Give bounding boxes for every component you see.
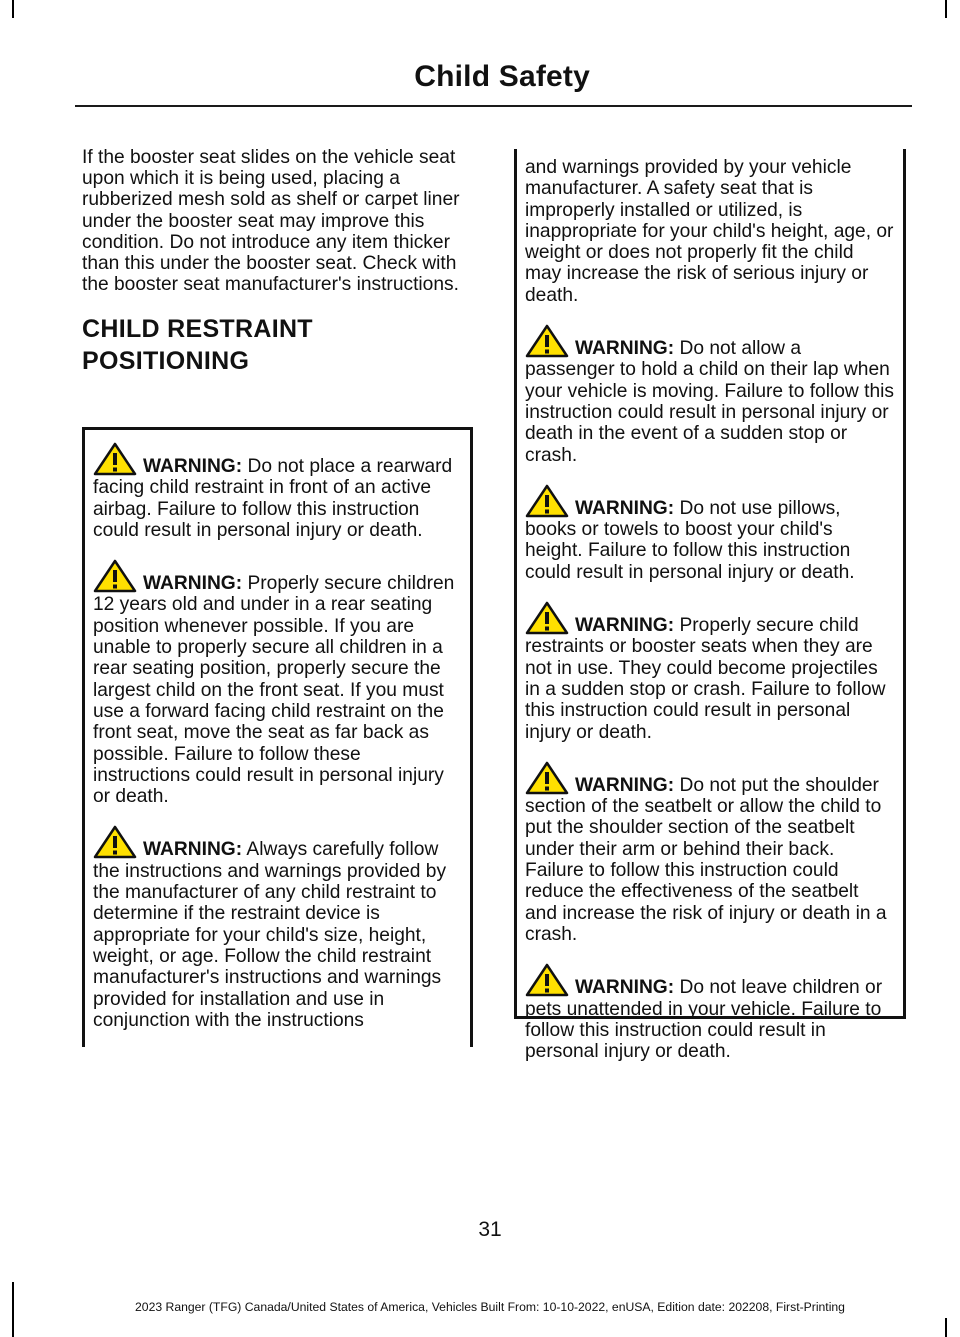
page-title: Child Safety <box>414 60 590 93</box>
header-divider <box>75 105 912 107</box>
warning-text: Always carefully follow the instructions and warnings provided by the manufacturer of any child restraint to determine if the restraint device is appropriate for your child's size, height, weight, or age. Follow the child restraint manufacturer's instructions and warnings provided for installation and use in conjunction with the instructions <box>93 839 447 1031</box>
warning-label: WARNING: <box>143 456 243 477</box>
warning-label: WARNING: <box>143 839 243 861</box>
warning-triangle-icon <box>93 442 137 476</box>
left-column <box>82 147 474 377</box>
warning-triangle-icon <box>525 601 569 635</box>
section-heading-line2: POSITIONING <box>82 347 250 376</box>
warning-item <box>525 761 895 945</box>
warning-item <box>525 601 895 743</box>
warning-item <box>525 963 895 1062</box>
warning-box-right <box>514 149 906 1063</box>
warning-label: WARNING: <box>575 774 675 796</box>
warning-label: WARNING: <box>575 977 675 999</box>
warning-continuation: and warnings provided by your vehicle manufacturer. A safety seat that is improperly installed or utilized, is inappropriate for your child's height, age, or weight or does not properly fit the child may increase the risk of serious injury or death. <box>525 157 894 306</box>
warning-triangle-icon <box>93 825 137 859</box>
warning-label: WARNING: <box>575 497 675 519</box>
warning-text: Do not put the shoulder section of the seatbelt or allow the child to put the shoulder section of the seatbelt under their arm or behind their back. Failure to follow this instruction could reduce the effectiveness of the seatbelt and increase the risk of injury or death in a crash. <box>525 774 887 945</box>
warning-triangle-icon <box>525 963 569 997</box>
warning-item <box>525 484 895 583</box>
warning-triangle-icon <box>525 324 569 358</box>
warning-text: Properly secure child restraints or booster seats when they are not in use. They could become projectiles in a sudden stop or crash. Failure to follow this instruction could result in personal injury or death. <box>525 615 886 743</box>
crop-mark-top-left <box>12 0 14 18</box>
crop-mark-top-right <box>945 0 947 18</box>
warning-triangle-icon <box>525 484 569 518</box>
warning-text: Do not allow a passenger to hold a child on their lap when your vehicle is moving. Failure to follow this instruction could result in personal injury or death in the event of a sudden stop or crash. <box>525 338 894 466</box>
section-heading <box>82 313 474 377</box>
warning-item <box>93 442 462 541</box>
warning-triangle-icon <box>93 559 137 593</box>
warning-box-left <box>82 427 473 1047</box>
page-number: 31 <box>478 1218 502 1241</box>
warning-text: Do not place a rearward facing child restraint in front of an active airbag. Failure to follow this instruction could result in personal injury or death. <box>93 456 453 541</box>
footer-text: 2023 Ranger (TFG) Canada/United States of America, Vehicles Built From: 10-10-2022, enUSA, Edition date: 202208, First-Printing <box>135 1300 845 1314</box>
warning-text: Properly secure children 12 years old and under in a rear seating position whenever possible. If you are unable to properly secure all children in a rear seating position, properly secure the largest child on the front seat. If you must use a forward facing child restraint on the front seat, move the seat as far back as possible. Failure to follow these instructions could result in personal injury or death. <box>93 573 455 808</box>
warning-label: WARNING: <box>575 615 675 637</box>
warning-item <box>93 825 462 1031</box>
warning-item <box>93 559 462 807</box>
warning-text: Do not use pillows, books or towels to boost your child's height. Failure to follow this instruction could result in personal injury or death. <box>525 497 855 583</box>
intro-paragraph: If the booster seat slides on the vehicle seat upon which it is being used, placing a rubberized mesh sold as shelf or carpet liner under the booster seat may improve this condition. Do not introduce any item thicker than this under the booster seat. Check with the booster seat manufacturer's instructions. <box>82 147 460 296</box>
crop-mark-bottom-right <box>945 1318 947 1337</box>
warning-text: Do not leave children or pets unattended in your vehicle. Failure to follow this instruction could result in personal injury or death. <box>525 977 883 1063</box>
section-heading-line1: CHILD RESTRAINT <box>82 315 313 344</box>
warning-label: WARNING: <box>143 573 243 595</box>
warning-label: WARNING: <box>575 338 675 360</box>
warning-item <box>525 324 895 466</box>
warning-triangle-icon <box>525 761 569 795</box>
